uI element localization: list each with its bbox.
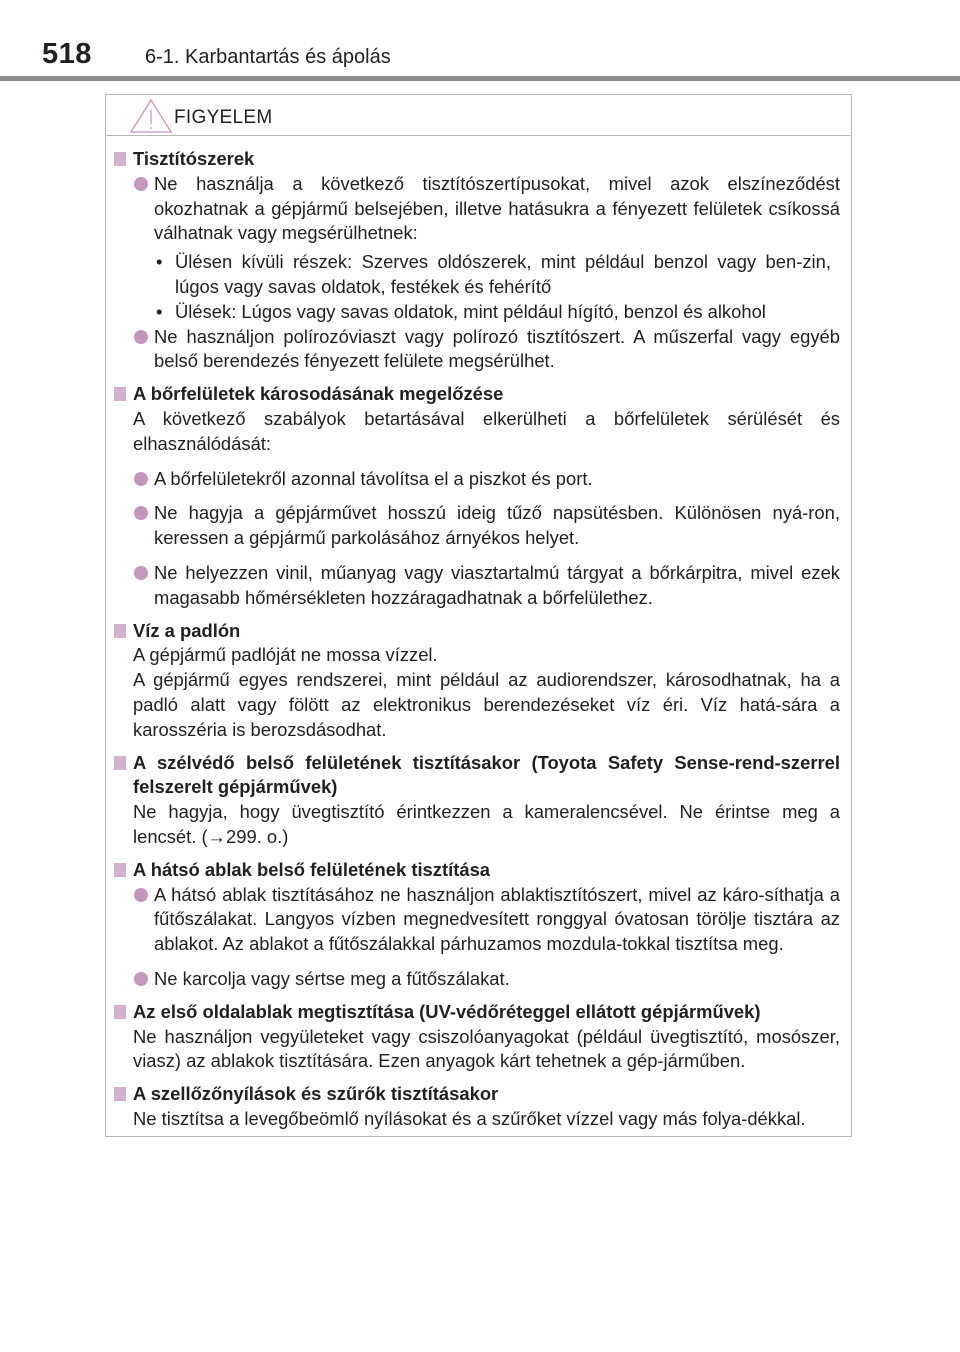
section-heading: A hátsó ablak belső felületének tisztítása [106,858,851,883]
square-bullet-icon [114,152,126,166]
round-bullet-icon [134,472,148,486]
section-water-floor [106,619,851,743]
section-leather [106,382,851,610]
sub-bullet-item: • Ülések: Lúgos vagy savas oldatok, mint például hígító, benzol és alkohol [106,300,851,325]
section-heading: Tisztítószerek [106,147,851,172]
warning-box [105,94,852,1137]
section-heading: A bőrfelületek károsodásának megelőzése [106,382,851,407]
square-bullet-icon [114,863,126,877]
square-bullet-icon [114,756,126,770]
square-bullet-icon [114,1087,126,1101]
warning-content [106,147,851,1132]
round-bullet-icon [134,330,148,344]
square-bullet-icon [114,624,126,638]
warning-label: FIGYELEM [174,107,273,128]
paragraph: Ne hagyja, hogy üvegtisztító érintkezzen a kameralencsével. Ne érintse meg a lencsét. (→299. o.) [133,801,840,847]
section-vents-filters [106,1082,851,1132]
section-cleaning-agents [106,147,851,374]
paragraph: A gépjármű egyes rendszerei, mint például az audiorendszer, károsodhatnak, ha a padló alatt vagy fölött az elektronikus berendezéseket víz éri. Víz hatá-sára a karosszéria is berozsdásodhat. [133,669,840,740]
paragraph: A gépjármű padlóját ne mossa vízzel. [133,644,438,666]
warning-header [106,95,851,136]
section-heading: Az első oldalablak megtisztítása (UV-védőréteggel ellátott gépjárművek) [106,1000,851,1025]
warning-triangle-icon [129,98,173,134]
section-side-window [106,1000,851,1074]
round-bullet-icon [134,888,148,902]
small-bullet-icon: • [156,251,163,273]
square-bullet-icon [114,387,126,401]
header-divider [0,76,960,81]
section-windshield [106,751,851,850]
bullet-item: Ne használjon polírozóviaszt vagy polírozó tisztítószert. A műszerfal vagy egyéb belső berendezés fényezett felülete megsérülhet. [106,325,851,375]
round-bullet-icon [134,566,148,580]
bullet-item: A hátsó ablak tisztításához ne használjon ablaktisztítószert, mivel az káro-síthatja a fűtőszálakat. Langyos vízben megnedvesített ronggyal óvatosan törölje tisztára az ablakot. Az ablakot a fűtőszálakkal párhuzamos mozdula-tokkal tisztítsa meg. [106,883,851,957]
bullet-item: Ne helyezzen vinil, műanyag vagy viasztartalmú tárgyat a bőrkárpitra, mivel ezek magasabb hőmérsékleten hozzáragadhatnak a bőrfelülethez. [106,561,851,611]
section-heading: A szélvédő belső felületének tisztításakor (Toyota Safety Sense-rend-szerrel felszerelt gépjárművek) [106,751,851,801]
round-bullet-icon [134,506,148,520]
page-number: 518 [42,38,92,70]
small-bullet-icon: • [156,300,163,322]
paragraph: Ne tisztítsa a levegőbeömlő nyílásokat és a szűrőket vízzel vagy más folya-dékkal. [133,1107,806,1129]
bullet-item: Ne karcolja vagy sértse meg a fűtőszálakat. [106,967,851,992]
section-heading: Víz a padlón [106,619,851,644]
paragraph: Ne használjon vegyületeket vagy csiszolóanyagokat (például üvegtisztító, mosószer, viasz) az ablakok tisztítására. Ezen anyagok kárt tehetnek a gép-járműben. [133,1025,840,1072]
bullet-item: Ne hagyja a gépjárművet hosszú ideig tűző napsütésben. Különösen nyá-ron, keressen a gépjármű parkolásához árnyékos helyet. [106,501,851,551]
section-rear-window [106,858,851,992]
section-title: 6-1. Karbantartás és ápolás [145,46,391,68]
bullet-item: Ne használja a következő tisztítószertípusokat, mivel azok elszíneződést okozhatnak a gépjármű belsejében, illetve hatásukra a fényezett felületek csíkossá válhatnak vagy megsérülhetnek: [106,172,851,246]
section-heading: A szellőzőnyílások és szűrők tisztításakor [106,1082,851,1107]
round-bullet-icon [134,972,148,986]
paragraph: A következő szabályok betartásával elkerülheti a bőrfelületek sérülését és elhasználódását: [133,407,840,454]
sub-bullet-item: • Ülésen kívüli részek: Szerves oldószerek, mint például benzol vagy ben-zin, lúgos vagy savas oldatok, festékek és fehérítő [156,251,831,297]
bullet-item: A bőrfelületekről azonnal távolítsa el a piszkot és port. [106,467,851,492]
round-bullet-icon [134,177,148,191]
square-bullet-icon [114,1005,126,1019]
